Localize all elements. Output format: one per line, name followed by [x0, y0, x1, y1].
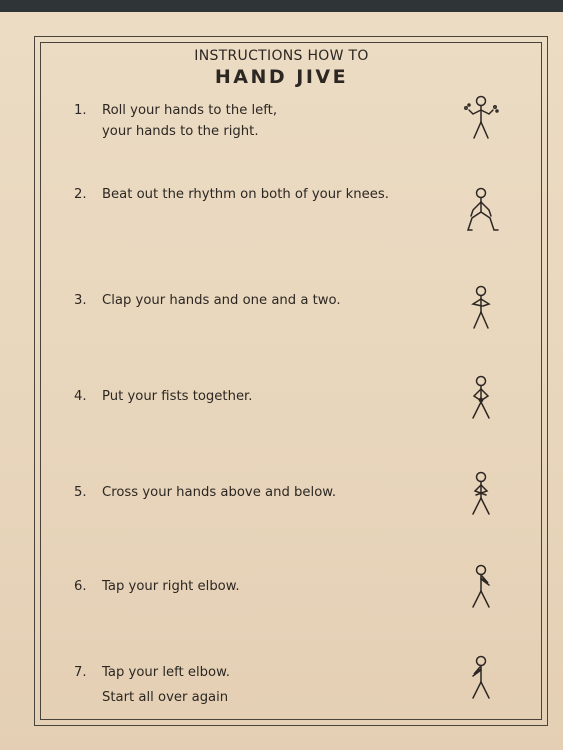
step-text: Beat out the rhythm on both of your knees. [102, 187, 389, 202]
stick-figure-beating-knees-icon [458, 186, 504, 234]
step-3 [74, 290, 341, 311]
step-number: 5. [74, 485, 87, 500]
step-4 [74, 386, 252, 407]
step-text: Clap your hands and one and a two. [102, 293, 341, 308]
instructions-subtitle: INSTRUCTIONS HOW TO [194, 48, 369, 64]
stick-figure-left-elbow-icon [458, 654, 504, 702]
hand-jive-title: HAND JIVE [214, 66, 349, 88]
step-number: 7. [74, 665, 87, 680]
step-number: 2. [74, 187, 87, 202]
step-text: Put your fists together. [102, 389, 253, 404]
step-text: Tap your left elbow. [102, 665, 230, 680]
step-6 [74, 576, 240, 597]
stick-figure-fists-together-icon [458, 374, 504, 422]
step-text-continued: Start all over again [102, 690, 229, 705]
scan-top-edge [0, 0, 563, 12]
stick-figure-clapping-icon [458, 284, 504, 332]
step-text: Tap your right elbow. [102, 579, 240, 594]
step-text: Cross your hands above and below. [102, 485, 337, 500]
stick-figure-crossed-hands-icon [458, 470, 504, 518]
step-2 [74, 184, 389, 205]
stick-figure-rolling-hands-icon [458, 94, 504, 142]
step-5 [74, 482, 336, 503]
step-text-continued: your hands to the right. [102, 124, 259, 139]
step-number: 3. [74, 293, 87, 308]
step-number: 1. [74, 103, 87, 118]
step-number: 4. [74, 389, 87, 404]
stick-figure-right-elbow-icon [458, 563, 504, 611]
step-text: Roll your hands to the left, [102, 103, 278, 118]
step-1 [74, 100, 277, 142]
step-7 [74, 662, 230, 708]
step-number: 6. [74, 579, 87, 594]
